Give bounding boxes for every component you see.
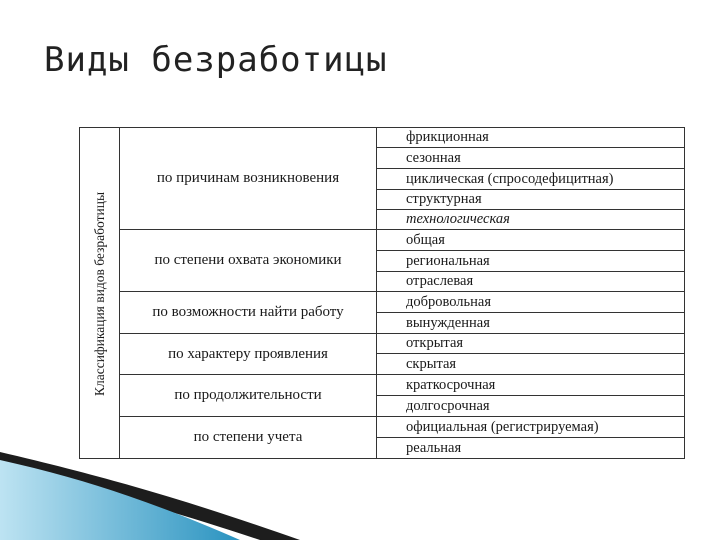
type-cell: скрытая	[377, 354, 685, 375]
type-cell: добровольная	[377, 292, 685, 313]
type-cell: технологическая	[377, 210, 685, 230]
category-causes: по причинам возникновения	[120, 127, 377, 230]
slide-title: Виды безработицы	[44, 40, 388, 80]
type-cell: циклическая (спросодефицитная)	[377, 169, 685, 190]
type-cell: отраслевая	[377, 272, 685, 292]
type-cell: краткосрочная	[377, 375, 685, 396]
type-cell: долгосрочная	[377, 396, 685, 417]
category-find-work: по возможности найти работу	[120, 292, 377, 334]
type-cell: сезонная	[377, 148, 685, 169]
type-cell: реальная	[377, 438, 685, 459]
type-cell: вынужденная	[377, 313, 685, 334]
type-cell: открытая	[377, 334, 685, 354]
type-cell: фрикционная	[377, 127, 685, 148]
side-label: Классификация видов безработицы	[92, 191, 107, 397]
category-manifestation: по характеру проявления	[120, 334, 377, 375]
category-accounting: по степени учета	[120, 417, 377, 459]
wave-blue-fill	[0, 460, 240, 540]
category-coverage: по степени охвата экономики	[120, 230, 377, 292]
type-cell: структурная	[377, 190, 685, 210]
type-cell: официальная (регистрируемая)	[377, 417, 685, 438]
category-duration: по продолжительности	[120, 375, 377, 417]
type-cell: общая	[377, 230, 685, 251]
type-cell: региональная	[377, 251, 685, 272]
